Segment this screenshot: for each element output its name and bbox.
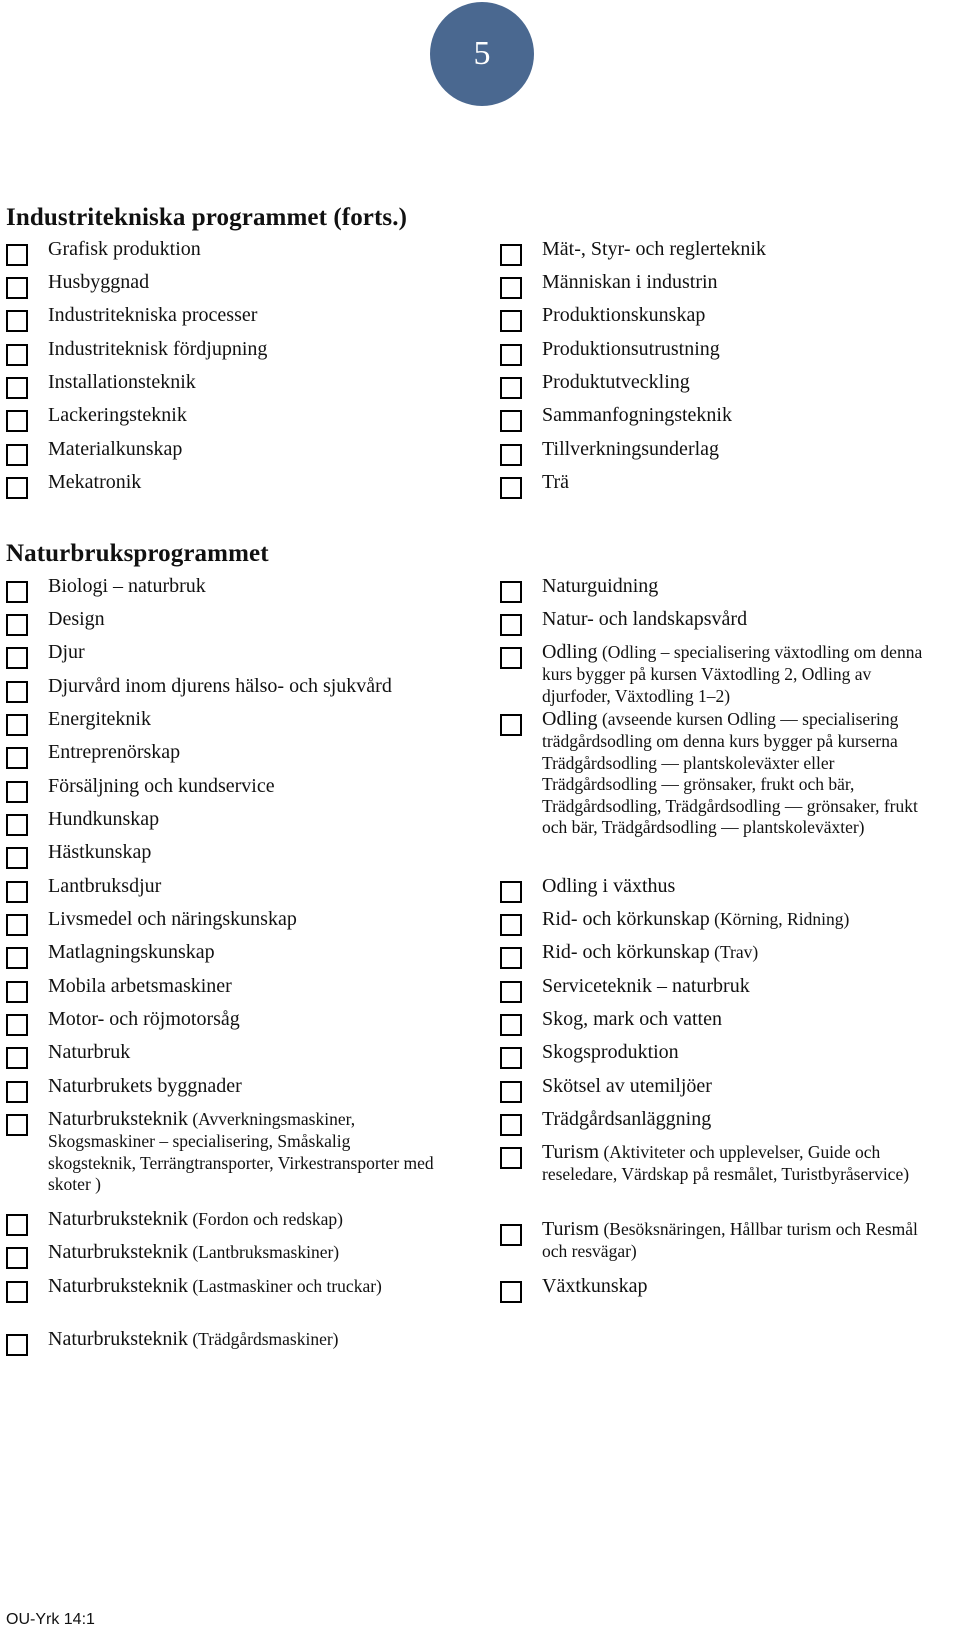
course-label: Djur <box>48 641 85 663</box>
course-label: Rid- och körkunskap <box>542 908 710 930</box>
course-label: Turism <box>542 1141 600 1163</box>
course-item <box>6 437 488 466</box>
checkbox[interactable] <box>6 377 28 399</box>
course-label: Odling <box>542 641 598 663</box>
course-label: Installationsteknik <box>48 371 196 393</box>
course-label: Naturbruksteknik <box>48 1275 188 1297</box>
course-label: Livsmedel och näringskunskap <box>48 908 297 930</box>
course-label: Trädgårdsanläggning <box>542 1108 712 1130</box>
course-item <box>500 470 960 499</box>
course-item <box>6 974 440 1003</box>
course-text <box>48 270 488 294</box>
course-label: Lackeringsteknik <box>48 404 187 426</box>
course-item <box>500 874 936 903</box>
course-label: Odling i växthus <box>542 875 676 897</box>
course-item <box>6 1327 440 1356</box>
course-text <box>542 1040 936 1064</box>
course-label: Produktionskunskap <box>542 304 706 326</box>
course-text <box>48 640 440 664</box>
course-label: Naturbruk <box>48 1041 131 1063</box>
course-item <box>6 1074 440 1103</box>
course-item <box>500 1040 936 1069</box>
checkbox[interactable] <box>6 410 28 432</box>
course-detail: (Odling – specialisering växtodling om denna kurs bygger på kursen Växtodling 2, Odling av djurfoder, Växtodling 1–2) <box>542 642 923 706</box>
course-item <box>500 1217 936 1263</box>
course-text <box>48 1074 440 1098</box>
course-label: Odling <box>542 708 598 730</box>
checkbox[interactable] <box>6 244 28 266</box>
course-label: Naturbruksteknik <box>48 1108 188 1130</box>
course-label: Rid- och körkunskap <box>542 941 710 963</box>
course-label: Natur- och landskapsvård <box>542 608 748 630</box>
checkbox[interactable] <box>500 1281 522 1303</box>
checkbox[interactable] <box>500 714 522 736</box>
course-label: Mobila arbetsmaskiner <box>48 975 232 997</box>
course-text <box>48 1040 440 1064</box>
course-item <box>6 1274 440 1303</box>
checkbox[interactable] <box>6 581 28 603</box>
course-text <box>48 574 440 598</box>
checkbox[interactable] <box>6 614 28 636</box>
course-text <box>542 707 936 839</box>
course-item <box>500 940 936 969</box>
course-item <box>6 403 488 432</box>
course-text <box>48 807 440 831</box>
course-label: Försäljning och kundservice <box>48 775 275 797</box>
checkbox[interactable] <box>500 477 522 499</box>
course-text <box>48 874 440 898</box>
course-label: Husbyggnad <box>48 271 150 293</box>
course-item <box>6 1040 440 1069</box>
checkbox[interactable] <box>6 1014 28 1036</box>
course-item <box>6 907 440 936</box>
course-item <box>500 1140 936 1186</box>
course-item <box>6 370 488 399</box>
course-text <box>542 237 960 261</box>
course-text <box>48 1274 440 1298</box>
course-item <box>500 437 960 466</box>
course-text <box>48 303 488 327</box>
checkbox[interactable] <box>6 310 28 332</box>
course-item <box>6 574 440 603</box>
course-detail: (Aktiviteter och upplevelser, Guide och reseledare, Värdskap på resmålet, Turistbyråservice) <box>542 1142 910 1185</box>
course-item <box>500 607 936 636</box>
checkbox[interactable] <box>500 981 522 1003</box>
course-text <box>48 740 440 764</box>
course-text <box>542 1107 936 1131</box>
course-text <box>542 1217 936 1263</box>
footer-reference: OU-Yrk 14:1 <box>6 1611 95 1628</box>
checkbox[interactable] <box>500 1081 522 1103</box>
course-text <box>542 640 936 707</box>
course-item <box>500 707 936 839</box>
course-item <box>6 303 488 332</box>
checkbox[interactable] <box>6 947 28 969</box>
course-text <box>48 840 440 864</box>
course-detail: (Fordon och redskap) <box>187 1209 344 1229</box>
checkbox[interactable] <box>6 914 28 936</box>
course-item <box>6 707 440 736</box>
course-item <box>500 1274 936 1303</box>
course-text <box>48 370 488 394</box>
course-item <box>6 640 440 669</box>
course-text <box>48 1240 440 1264</box>
checkbox[interactable] <box>6 781 28 803</box>
course-item <box>6 740 440 769</box>
course-item <box>6 237 488 266</box>
checkbox[interactable] <box>6 1081 28 1103</box>
checkbox[interactable] <box>6 1047 28 1069</box>
course-text <box>542 1007 936 1031</box>
course-text <box>542 303 960 327</box>
course-item <box>6 807 440 836</box>
course-label: Grafisk produktion <box>48 238 201 260</box>
course-item <box>500 1107 936 1136</box>
checkbox[interactable] <box>500 1224 522 1246</box>
course-item <box>6 1240 440 1269</box>
course-text <box>48 337 488 361</box>
course-item <box>6 470 488 499</box>
course-item <box>500 640 936 707</box>
checkbox[interactable] <box>500 1114 522 1136</box>
course-text <box>542 1140 936 1186</box>
checkbox[interactable] <box>6 1114 28 1136</box>
course-label: Naturbruksteknik <box>48 1328 188 1350</box>
checkbox[interactable] <box>500 1014 522 1036</box>
course-label: Naturbruksteknik <box>48 1241 188 1263</box>
checkbox[interactable] <box>500 444 522 466</box>
checkbox[interactable] <box>500 410 522 432</box>
checkbox[interactable] <box>6 681 28 703</box>
course-detail: (Avverkningsmaskiner, Skogsmaskiner – specialisering, Småskalig skogsteknik, Terrängtransporter, Virkestransporter med skoter ) <box>48 1109 434 1195</box>
course-item <box>500 270 960 299</box>
page-number-badge: 5 <box>430 2 534 106</box>
course-text <box>542 974 936 998</box>
course-item <box>500 403 960 432</box>
course-item <box>6 1007 440 1036</box>
course-text <box>48 1207 440 1231</box>
course-item <box>6 774 440 803</box>
course-label: Industriteknisk fördjupning <box>48 338 268 360</box>
course-item <box>6 337 488 366</box>
checkbox[interactable] <box>6 344 28 366</box>
course-label: Serviceteknik – naturbruk <box>542 975 750 997</box>
course-detail: (Körning, Ridning) <box>709 909 850 929</box>
course-text <box>542 270 960 294</box>
section-title-industritekniska: Industritekniska programmet (forts.) <box>6 204 408 231</box>
course-text <box>48 403 488 427</box>
course-text <box>48 1007 440 1031</box>
course-text <box>542 337 960 361</box>
checkbox[interactable] <box>6 814 28 836</box>
course-label: Skötsel av utemiljöer <box>542 1075 712 1097</box>
course-label: Trä <box>542 471 570 493</box>
course-label: Biologi – naturbruk <box>48 575 206 597</box>
course-text <box>48 707 440 731</box>
course-text <box>542 607 936 631</box>
course-item <box>500 1074 936 1103</box>
checkbox[interactable] <box>6 477 28 499</box>
course-item <box>500 574 936 603</box>
checkbox[interactable] <box>500 1147 522 1169</box>
course-text <box>542 1274 936 1298</box>
course-label: Entreprenörskap <box>48 741 181 763</box>
course-text <box>542 437 960 461</box>
course-label: Skogsproduktion <box>542 1041 679 1063</box>
course-text <box>48 1107 440 1196</box>
course-label: Matlagningskunskap <box>48 941 215 963</box>
course-label: Mät-, Styr- och reglerteknik <box>542 238 766 260</box>
checkbox[interactable] <box>500 881 522 903</box>
course-text <box>48 437 488 461</box>
checkbox[interactable] <box>500 1047 522 1069</box>
checkbox[interactable] <box>500 647 522 669</box>
checkbox[interactable] <box>6 881 28 903</box>
course-text <box>542 470 960 494</box>
course-label: Människan i industrin <box>542 271 718 293</box>
checkbox[interactable] <box>500 377 522 399</box>
course-label: Motor- och röjmotorsåg <box>48 1008 240 1030</box>
checkbox[interactable] <box>6 1281 28 1303</box>
checkbox[interactable] <box>6 847 28 869</box>
course-item <box>500 303 960 332</box>
course-item <box>500 370 960 399</box>
course-item <box>500 974 936 1003</box>
checkbox[interactable] <box>6 1214 28 1236</box>
checkbox[interactable] <box>6 1247 28 1269</box>
course-label: Naturbruksteknik <box>48 1208 188 1230</box>
course-item <box>6 1107 440 1196</box>
checkbox[interactable] <box>500 277 522 299</box>
checkbox[interactable] <box>500 614 522 636</box>
course-text <box>542 370 960 394</box>
course-item <box>500 907 936 936</box>
checkbox[interactable] <box>6 714 28 736</box>
checkbox[interactable] <box>500 310 522 332</box>
course-item <box>6 874 440 903</box>
course-detail: (Besöksnäringen, Hållbar turism och Resmål och resvägar) <box>542 1219 918 1262</box>
checkbox[interactable] <box>6 747 28 769</box>
checkbox[interactable] <box>500 244 522 266</box>
checkbox[interactable] <box>500 914 522 936</box>
course-text <box>48 607 440 631</box>
checkbox[interactable] <box>6 981 28 1003</box>
course-label: Mekatronik <box>48 471 142 493</box>
course-label: Design <box>48 608 105 630</box>
course-label: Djurvård inom djurens hälso- och sjukvård <box>48 675 392 697</box>
checkbox[interactable] <box>6 647 28 669</box>
course-text <box>542 940 936 964</box>
course-text <box>48 940 440 964</box>
course-text <box>542 907 936 931</box>
course-text <box>542 874 936 898</box>
checkbox[interactable] <box>500 581 522 603</box>
course-label: Produktutveckling <box>542 371 690 393</box>
course-item <box>500 237 960 266</box>
course-label: Naturbrukets byggnader <box>48 1075 242 1097</box>
course-text <box>48 674 440 698</box>
course-text <box>542 403 960 427</box>
course-detail: (avseende kursen Odling — specialisering trädgårdsodling om denna kurs bygger på kurserna Trädgårdsodling — plantskoleväxter eller Trädgårdsodling — grönsaker, frukt och bär, Trädgårdsodling, Trädgårdsodling — grönsaker, frukt och bär, Trädgårdsodling — plantskoleväxter) <box>542 709 918 838</box>
course-text <box>48 907 440 931</box>
course-text <box>542 1074 936 1098</box>
course-item <box>500 1007 936 1036</box>
course-label: Naturguidning <box>542 575 659 597</box>
course-text <box>48 470 488 494</box>
course-label: Tillverkningsunderlag <box>542 438 720 460</box>
course-item <box>6 674 440 703</box>
course-label: Materialkunskap <box>48 438 183 460</box>
section-title-naturbruks: Naturbruksprogrammet <box>6 540 269 567</box>
course-text <box>48 774 440 798</box>
course-text <box>48 1327 440 1351</box>
course-detail: (Trädgårdsmaskiner) <box>187 1329 339 1349</box>
course-label: Växtkunskap <box>542 1275 648 1297</box>
course-item <box>6 840 440 869</box>
course-label: Lantbruksdjur <box>48 875 162 897</box>
checkbox[interactable] <box>500 947 522 969</box>
course-item <box>6 607 440 636</box>
course-text <box>48 237 488 261</box>
course-label: Industritekniska processer <box>48 304 258 326</box>
course-label: Produktionsutrustning <box>542 338 720 360</box>
course-item <box>500 337 960 366</box>
course-label: Turism <box>542 1218 600 1240</box>
course-detail: (Lastmaskiner och truckar) <box>187 1276 382 1296</box>
checkbox[interactable] <box>6 277 28 299</box>
course-label: Hundkunskap <box>48 808 160 830</box>
course-label: Skog, mark och vatten <box>542 1008 722 1030</box>
course-detail: (Lantbruksmaskiner) <box>187 1242 340 1262</box>
course-text <box>48 974 440 998</box>
course-item <box>6 940 440 969</box>
course-text <box>542 574 936 598</box>
course-label: Sammanfogningsteknik <box>542 404 732 426</box>
checkbox[interactable] <box>6 444 28 466</box>
course-label: Hästkunskap <box>48 841 152 863</box>
course-detail: (Trav) <box>709 942 759 962</box>
course-label: Energiteknik <box>48 708 151 730</box>
checkbox[interactable] <box>500 344 522 366</box>
checkbox[interactable] <box>6 1334 28 1356</box>
course-item <box>6 270 488 299</box>
course-item <box>6 1207 440 1236</box>
